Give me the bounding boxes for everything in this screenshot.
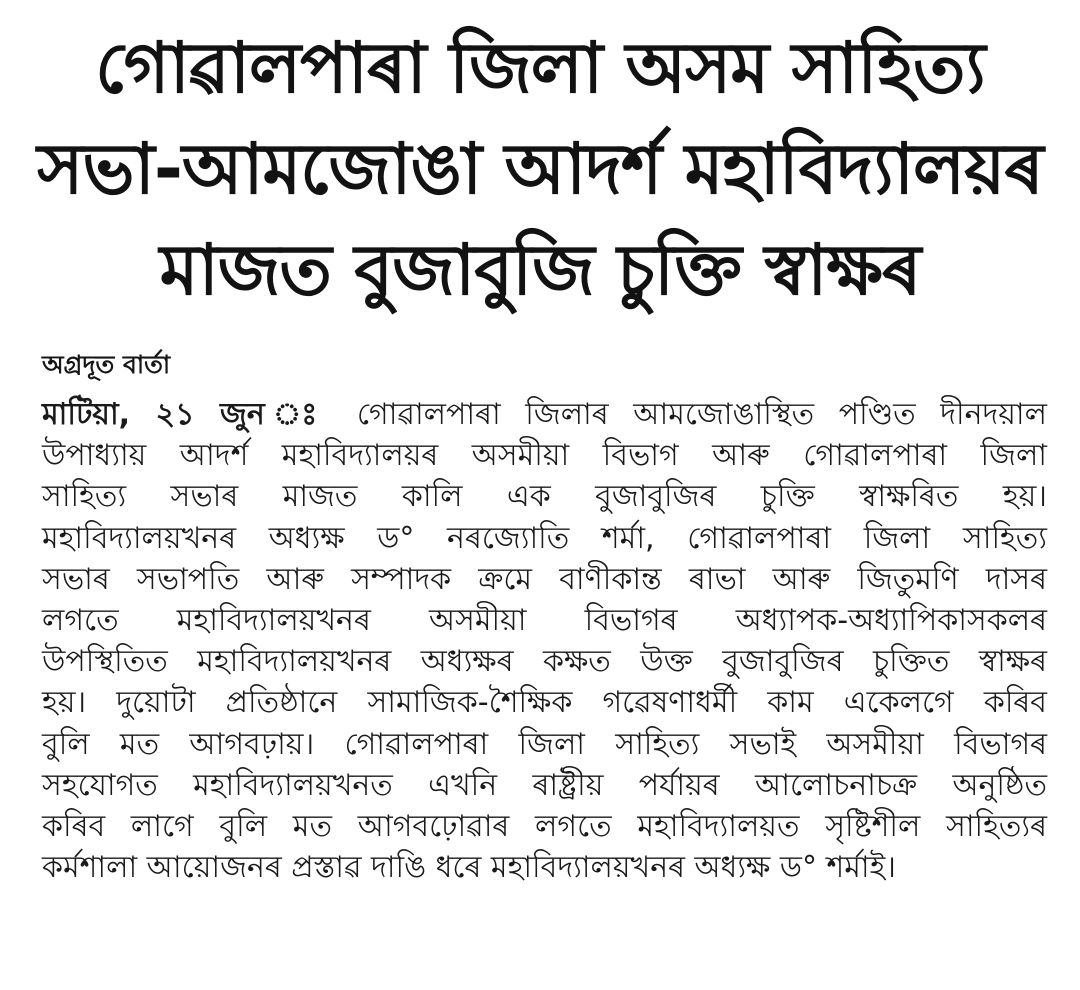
body-line-9: বুলি মত আগবঢ়ায়। গোৱালপাৰা জিলা সাহিত্য সভাই অসমীয়া বিভাগৰ <box>42 726 1047 762</box>
body-line-12: কৰ্মশালা আয়োজনৰ প্ৰস্তাৱ দাঙি ধৰে মহাবিদ্যালয়খনৰ অধ্যক্ষ ড° শৰ্মাই। <box>42 850 896 886</box>
headline-line-3: মাজত বুজাবুজি চুক্তি স্বাক্ষৰ <box>159 229 921 311</box>
headline <box>0 18 1080 321</box>
body-line-7: উপস্থিতিত মহাবিদ্যালয়খনৰ অধ্যক্ষৰ কক্ষত উক্ত বুজাবুজিৰ চুক্তিত স্বাক্ষৰ <box>42 644 1047 680</box>
dateline: মাটিয়া, ২১ জুন ঃ <box>42 397 333 432</box>
byline: অগ্ৰদূত বাৰ্তা <box>42 350 171 379</box>
body-line-2: উপাধ্যায় আদৰ্শ মহাবিদ্যালয়ৰ অসমীয়া বিভাগ আৰু গোৱালপাৰা জিলা <box>42 438 1047 474</box>
article-body <box>42 394 1047 888</box>
body-line-8: হয়। দুয়োটা প্ৰতিষ্ঠানে সামাজিক-শৈক্ষিক গৱেষণাধৰ্মী কাম একেলগে কৰিব <box>42 685 1047 721</box>
headline-line-2: সভা-আমজোঙা আদৰ্শ মহাবিদ্যালয়ৰ <box>37 128 1043 210</box>
body-line-1 <box>42 394 1047 435</box>
headline-line-1: গোৱালপাৰা জিলা অসম সাহিত্য <box>95 27 985 109</box>
body-line-10: সহযোগত মহাবিদ্যালয়খনত এখনি ৰাষ্ট্ৰীয় পৰ্যায়ৰ আলোচনাচক্ৰ অনুষ্ঠিত <box>42 767 1047 803</box>
body-line-5: সভাৰ সভাপতি আৰু সম্পাদক ক্ৰমে বাণীকান্ত ৰাভা আৰু জিতুমণি দাসৰ <box>42 561 1047 597</box>
body-line-1-text: গোৱালপাৰা জিলাৰ আমজোঙাস্থিত পণ্ডিত দীনদয়াল <box>356 397 1047 432</box>
body-line-6: লগতে মহাবিদ্যালয়খনৰ অসমীয়া বিভাগৰ অধ্যাপক-অধ্যাপিকাসকলৰ <box>42 603 1047 639</box>
body-line-3: সাহিত্য সভাৰ মাজত কালি এক বুজাবুজিৰ চুক্তি স্বাক্ষৰিত হয়। <box>42 479 1047 515</box>
body-line-4: মহাবিদ্যালয়খনৰ অধ্যক্ষ ড° নৰজ্যোতি শৰ্মা, গোৱালপাৰা জিলা সাহিত্য <box>42 520 1047 556</box>
body-line-11: কৰিব লাগে বুলি মত আগবঢ়োৱাৰ লগতে মহাবিদ্যালয়ত সৃষ্টিশীল সাহিত্যৰ <box>42 809 1047 845</box>
